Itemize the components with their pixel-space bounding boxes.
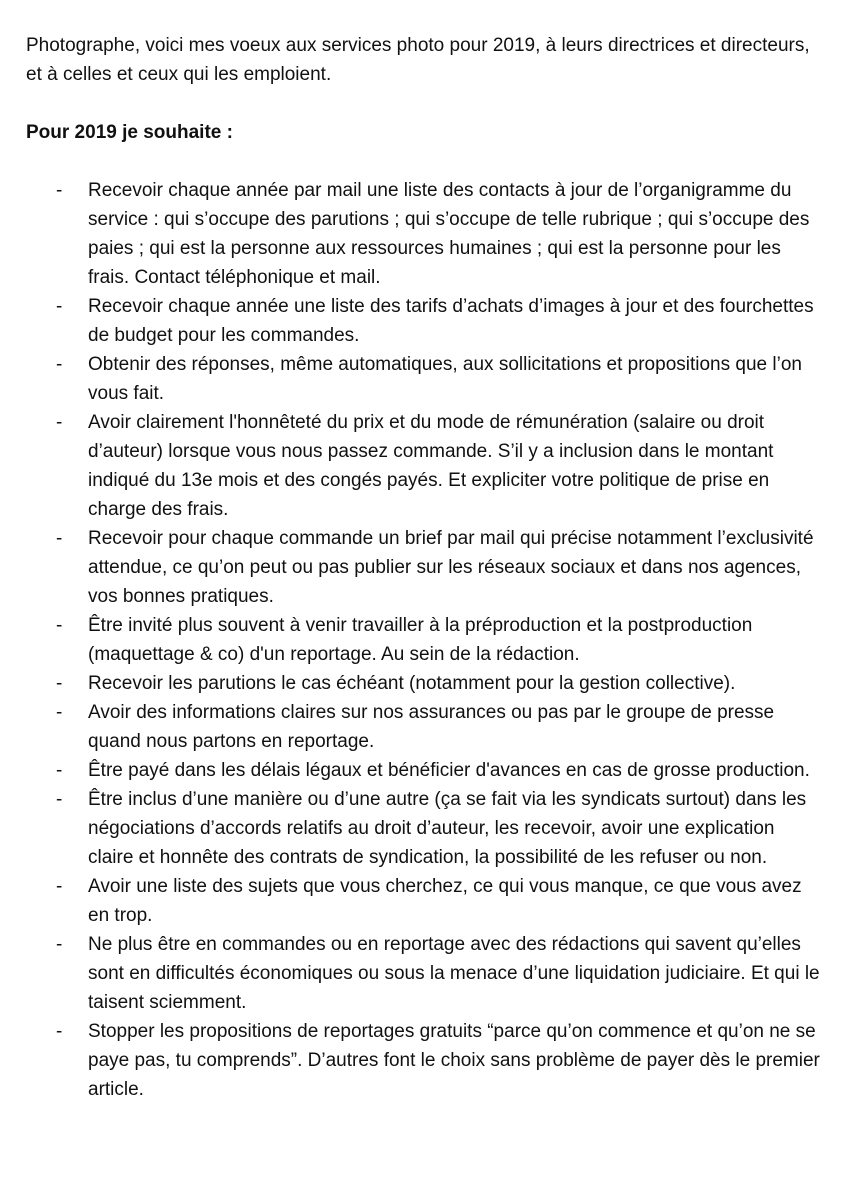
list-item [26, 292, 825, 350]
list-item-text: Être invité plus souvent à venir travailler à la préproduction et la postproduction (maquettage & co) d'un reportage. Au sein de la rédaction. [88, 615, 753, 665]
list-item [26, 611, 825, 669]
bullet-dash: - [56, 760, 63, 781]
bullet-dash: - [56, 296, 63, 317]
bullet-dash: - [56, 615, 63, 636]
wishes-list [26, 176, 825, 1104]
list-item [26, 176, 825, 292]
list-item [26, 872, 825, 930]
list-item [26, 756, 825, 785]
list-item-text: Ne plus être en commandes ou en reportage avec des rédactions qui savent qu’elles sont en difficultés économiques ou sous la menace d’une liquidation judiciaire. Et qui le taisent sciemment. [88, 934, 820, 1013]
list-item-text: Recevoir chaque année une liste des tarifs d’achats d’images à jour et des fourchettes de budget pour les commandes. [88, 296, 814, 346]
list-item [26, 1017, 825, 1104]
list-item-text: Recevoir les parutions le cas échéant (notamment pour la gestion collective). [88, 673, 736, 694]
intro-paragraph: Photographe, voici mes voeux aux services photo pour 2019, à leurs directrices et directeurs, et à celles et ceux qui les emploient. [26, 35, 810, 85]
list-item-text: Avoir clairement l'honnêteté du prix et du mode de rémunération (salaire ou droit d’auteur) lorsque vous nous passez commande. S’il y a inclusion dans le montant indiqué du 13e mois et des congés payés. Et expliciter votre politique de prise en charge des frais. [88, 412, 774, 520]
bullet-dash: - [56, 673, 63, 694]
list-item [26, 785, 825, 872]
list-item [26, 698, 825, 756]
list-item-text: Recevoir pour chaque commande un brief par mail qui précise notamment l’exclusivité attendue, ce qu’on peut ou pas publier sur les réseaux sociaux et dans nos agences, vos bonnes pratiques. [88, 528, 814, 607]
list-item [26, 524, 825, 611]
list-item [26, 669, 825, 698]
list-item-text: Avoir une liste des sujets que vous cherchez, ce qui vous manque, ce que vous avez en trop. [88, 876, 802, 926]
bullet-dash: - [56, 180, 63, 201]
list-item-text: Être payé dans les délais légaux et bénéficier d'avances en cas de grosse production. [88, 760, 810, 781]
bullet-dash: - [56, 412, 63, 433]
bullet-dash: - [56, 789, 63, 810]
list-item-text: Être inclus d’une manière ou d’une autre (ça se fait via les syndicats surtout) dans les négociations d’accords relatifs au droit d’auteur, les recevoir, avoir une explication claire et honnête des contrats de syndication, la possibilité de les refuser ou non. [88, 789, 807, 868]
list-item-text: Recevoir chaque année par mail une liste des contacts à jour de l’organigramme du service : qui s’occupe des parutions ; qui s’occupe de telle rubrique ; qui s’occupe des paies ; qui est la personne aux ressources humaines ; qui est la personne pour les frais. Contact téléphonique et mail. [88, 180, 810, 288]
bullet-dash: - [56, 876, 63, 897]
list-item-text: Avoir des informations claires sur nos assurances ou pas par le groupe de presse quand nous partons en reportage. [88, 702, 775, 752]
list-item [26, 930, 825, 1017]
list-item [26, 408, 825, 524]
bullet-dash: - [56, 528, 63, 549]
bullet-dash: - [56, 354, 63, 375]
bullet-dash: - [56, 1021, 63, 1042]
bullet-dash: - [56, 934, 63, 955]
list-item [26, 350, 825, 408]
list-item-text: Stopper les propositions de reportages gratuits “parce qu’on commence et qu’on ne se paye pas, tu comprends”. D’autres font le choix sans problème de payer dès le premier article. [88, 1021, 820, 1100]
list-item-text: Obtenir des réponses, même automatiques, aux sollicitations et propositions que l’on vous fait. [88, 354, 802, 404]
wishes-heading: Pour 2019 je souhaite : [26, 122, 233, 143]
bullet-dash: - [56, 702, 63, 723]
